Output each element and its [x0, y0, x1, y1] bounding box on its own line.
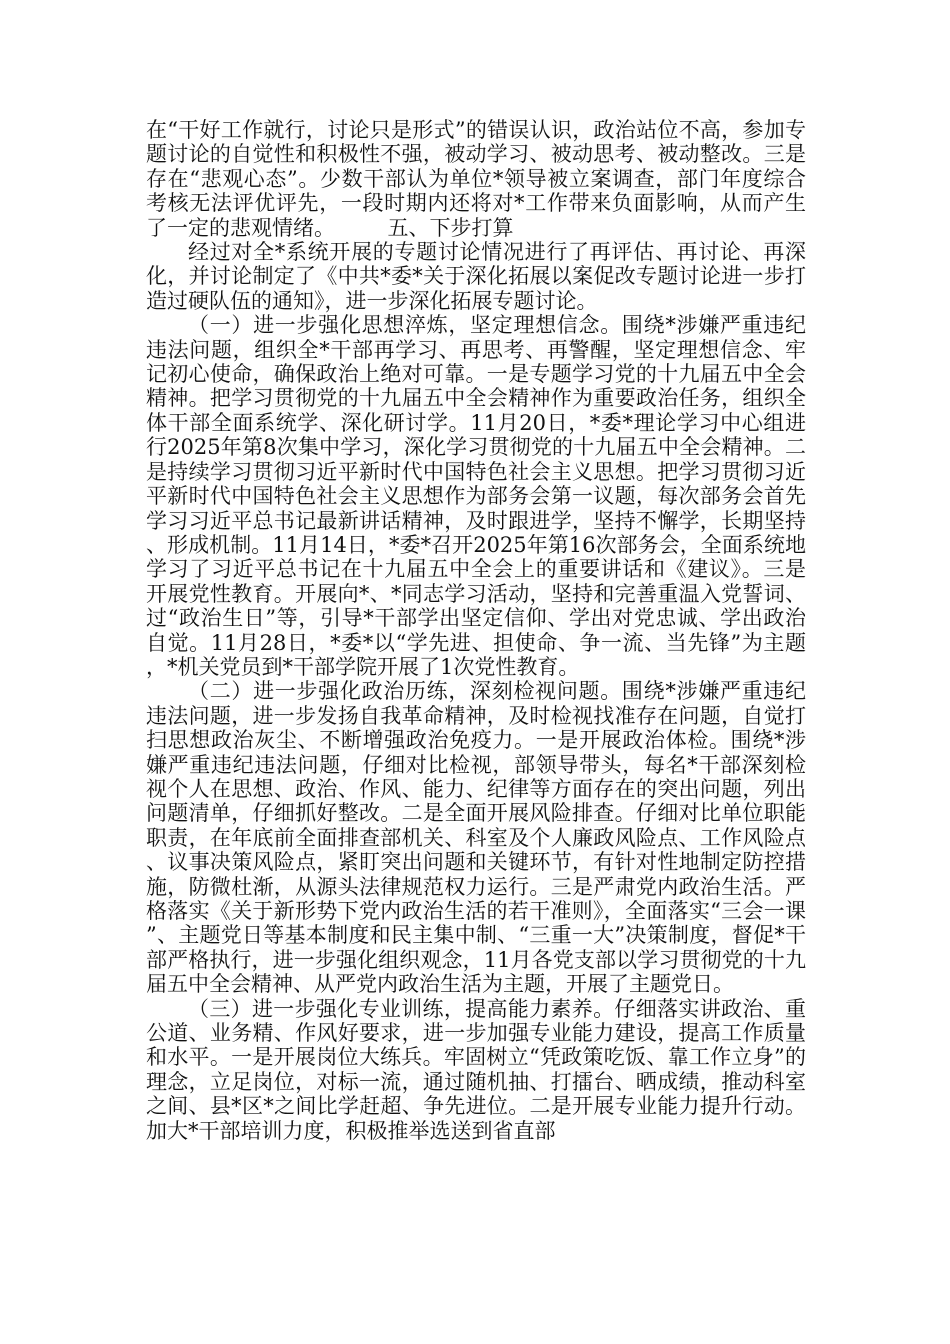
paragraph-reevaluation: 经过对全*系统开展的专题讨论情况进行了再评估、再讨论、再深化，并讨论制定了《中共*委*关于深化拓展以案促改专题讨论进一步打造过硬队伍的通知》，进一步深化拓展专题讨论。 [146, 240, 806, 313]
section-heading-next-steps: 五、下步打算 [387, 215, 514, 240]
paragraph-problem-attitude [146, 118, 806, 240]
paragraph-text: 在“干好工作就行，讨论只是形式”的错误认识，政治站位不高，参加专题讨论的自觉性和积极性不强，被动学习、被动思考、被动整改。三是存在“悲观心态”。少数干部认为单位*领导被立案调查，部门年度综合考核无法评优评先，一段时期内还将对*工作带来负面影响，从而产生了一定的悲观情绪。 [146, 118, 806, 240]
document-page [146, 118, 806, 1143]
paragraph-professional-training: （三）进一步强化专业训练，提高能力素养。仔细落实讲政治、重公道、业务精、作风好要求，进一步加强专业能力建设，提高工作质量和水平。一是开展岗位大练兵。牢固树立“凭政策吃饭、靠工作立身”的理念，立足岗位，对标一流，通过随机抽、打擂台、晒成绩，推动科室之间、县*区*之间比学赶超、争先进位。二是开展专业能力提升行动。加大*干部培训力度，积极推举选送到省直部 [146, 996, 806, 1143]
paragraph-ideological-training: （一）进一步强化思想淬炼，坚定理想信念。围绕*涉嫌严重违纪违法问题，组织全*干部再学习、再思考、再警醒，坚定理想信念、牢记初心使命，确保政治上绝对可靠。一是专题学习党的十九届五中全会精神。把学习贯彻党的十九届五中全会精神作为重要政治任务，组织全体干部全面系统学、深化研讨学。11月20日，*委*理论学习中心组进行2025年第8次集中学习，深化学习贯彻党的十九届五中全会精神。二是持续学习贯彻习近平新时代中国特色社会主义思想。把学习贯彻习近平新时代中国特色社会主义思想作为部务会第一议题，每次部务会首先学习习近平总书记最新讲话精神，及时跟进学，坚持不懈学，长期坚持、形成机制。11月14日，*委*召开2025年第16次部务会，全面系统地学习了习近平总书记在十九届五中全会上的重要讲话和《建议》。三是开展党性教育。开展向*、*同志学习活动，坚持和完善重温入党誓词、过“政治生日”等，引导*干部学出坚定信仰、学出对党忠诚、学出政治自觉。11月28日，*委*以“学先进、担使命、争一流、当先锋”为主题，*机关党员到*干部学院开展了1次党性教育。 [146, 313, 806, 679]
paragraph-political-training: （二）进一步强化政治历练，深刻检视问题。围绕*涉嫌严重违纪违法问题，进一步发扬自我革命精神，及时检视找准存在问题，自觉打扫思想政治灰尘、不断增强政治免疫力。一是开展政治体检。围绕*涉嫌严重违纪违法问题，仔细对比检视，部领导带头，每名*干部深刻检视个人在思想、政治、作风、能力、纪律等方面存在的突出问题，列出问题清单，仔细抓好整改。二是全面开展风险排查。仔细对比单位职能职责，在年底前全面排查部机关、科室及个人廉政风险点、工作风险点、议事决策风险点，紧盯突出问题和关键环节，有针对性地制定防控措施，防微杜渐，从源头法律规范权力运行。三是严肃党内政治生活。严格落实《关于新形势下党内政治生活的若干准则》，全面落实“三会一课”、主题党日等基本制度和民主集中制、“三重一大”决策制度，督促*干部严格执行，进一步强化组织观念，11月各党支部以学习贯彻党的十九届五中全会精神、从严党内政治生活为主题，开展了主题党日。 [146, 679, 806, 997]
